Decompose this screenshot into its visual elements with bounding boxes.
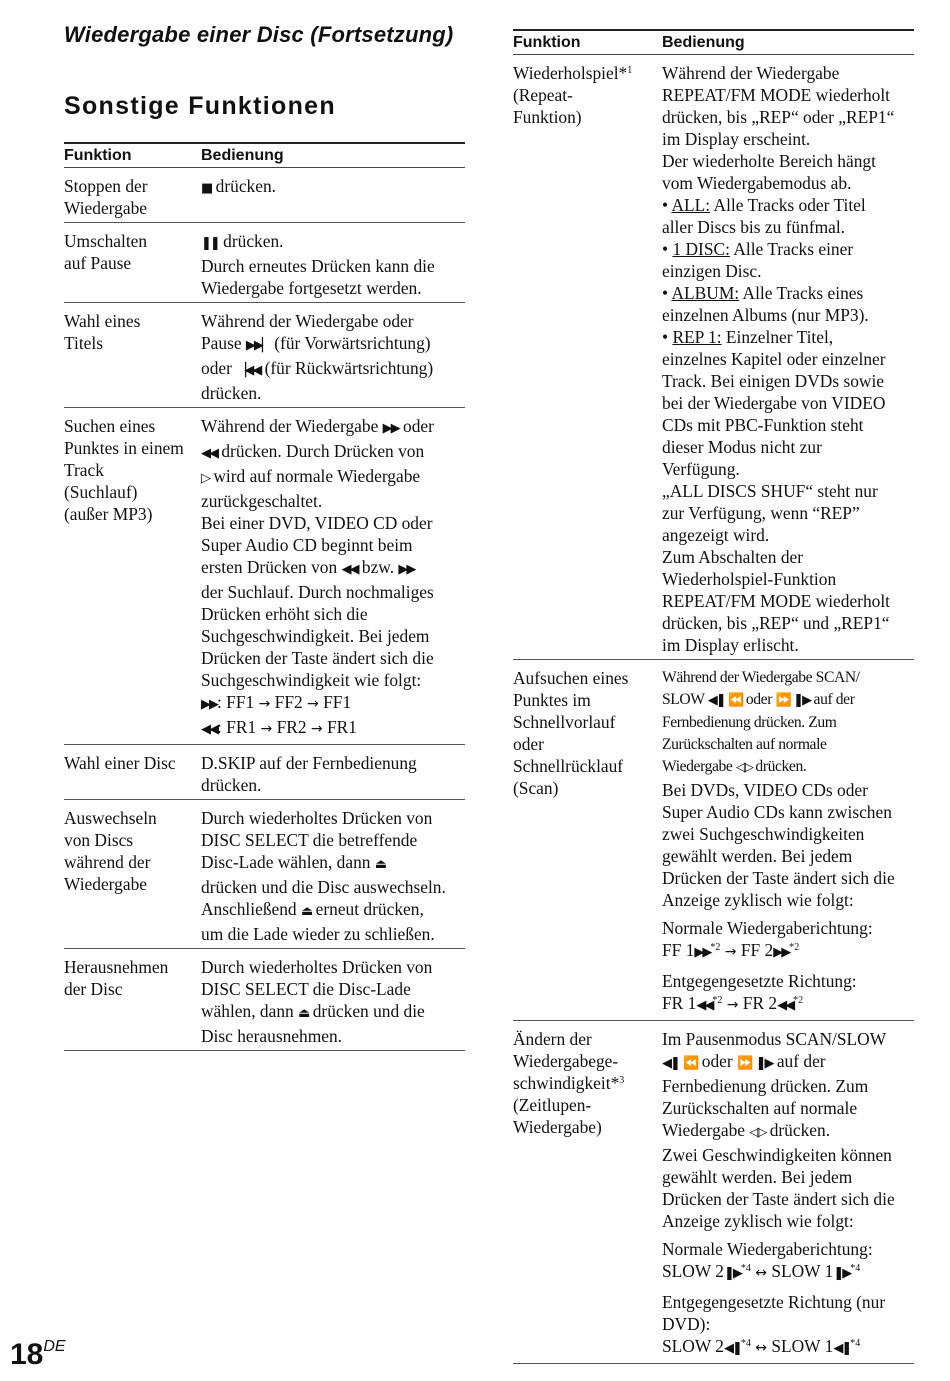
column-header-funktion: Funktion [64, 143, 201, 168]
function-cell: Umschalten auf Pause [64, 223, 201, 303]
step-forward-icon: ❚▶ [833, 1266, 851, 1281]
stop-icon: ■ [201, 181, 212, 196]
step-forward-icon: ❚▶ [755, 1056, 773, 1071]
page-language: DE [43, 1338, 66, 1355]
operation-cell: ■ drücken. [201, 168, 465, 223]
fast-forward-circle-icon: ⏩ [737, 1056, 752, 1071]
previous-track-icon: ▕◀◀ [236, 363, 261, 378]
rewind-circle-icon: ⏪ [728, 693, 743, 708]
fast-reverse-icon: ◀◀ [696, 998, 713, 1013]
step-forward-icon: ❚▶ [793, 693, 811, 708]
fast-forward-circle-icon: ⏩ [775, 693, 790, 708]
fast-forward-icon: ▶▶ [382, 421, 399, 436]
operation-cell: Während der Wiedergabe oder Pause ▶▶▏ (für Vorwärtsrichtung) oder ▕◀◀ (für Rückwärtsrichtung) drücken. [201, 303, 465, 408]
pause-icon: ❚❚ [201, 236, 219, 251]
table-row [64, 800, 465, 949]
eject-icon: ⏏ [374, 857, 386, 872]
step-back-icon: ◀❚ [833, 1341, 851, 1356]
table-row [513, 1021, 914, 1364]
table-row [64, 303, 465, 408]
column-header-funktion: Funktion [513, 30, 662, 55]
arrow-right-icon: → [726, 997, 739, 1013]
fast-reverse-icon: ◀◀ [777, 998, 794, 1013]
operation-cell: D.SKIP auf der Fernbedienung drücken. [201, 745, 465, 800]
page-number: 18DE [10, 1338, 66, 1371]
arrow-right-icon: → [310, 721, 323, 737]
fast-forward-icon: ▶▶ [201, 697, 217, 712]
step-back-icon: ◀❚ [724, 1341, 741, 1356]
operation-cell: Während der Wiedergabe ▶▶ oder ◀◀ drücken. Durch Drücken von ▷ wird auf normale Wiedergabe zurückgeschaltet. Bei einer DVD, VIDEO CD oder Super Audio CD beginnt beim ersten Drücken von ◀◀ bzw. ▶▶ der Suchlauf. Durch nochmaliges Drücken erhöht sich die Suchgeschwindigkeit. Bei jedem Drücken der Taste ändert sich die Suchgeschwindigkeit wie folgt: ▶▶: FF1 → FF2 → FF1 ◀◀: FR1 → FR2 → FR1 [201, 408, 465, 745]
section-title: Sonstige Funktionen [64, 92, 336, 120]
step-forward-icon: ❚▶ [724, 1266, 741, 1281]
step-back-icon: ◀❚ [662, 1056, 679, 1071]
arrow-both-icon: ↔ [755, 1340, 767, 1356]
eject-icon: ⏏ [298, 1006, 309, 1021]
table-row [64, 168, 465, 223]
functions-table-right [513, 29, 914, 1364]
function-cell: Wiederholspiel*$^1$ (Repeat- Funktion) [513, 55, 662, 660]
operation-cell: Während der Wiedergabe SCAN/ SLOW ◀❚ ⏪ oder ⏩ ❚▶ auf der Fernbedienung drücken. Zum Zurückschalten auf normale Wiedergabe ◁▷ drücken. Bei DVDs, VIDEO CDs oder Super Audio CDs kann zwischen zwei Suchgeschwindigkeiten gewählt werden. Bei jedem Drücken der Taste ändert sich die Anzeige zyklisch wie folgt: Normale Wiedergaberichtung: FF 1▶▶$^{*2}$ → FF 2▶▶$^{*2}$ Entgegengesetzte Richtung: FR 1◀◀$^{*2}$ → FR 2◀◀$^{*2}$ [662, 660, 914, 1021]
fast-reverse-icon: ◀◀ [201, 722, 217, 737]
function-cell: Aufsuchen eines Punktes im Schnellvorlauf oder Schnellrücklauf (Scan) [513, 660, 662, 1021]
operation-cell: Während der Wiedergabe REPEAT/FM MODE wiederholt drücken, bis „REP“ oder „REP1“ im Display erscheint. Der wiederholte Bereich hängt vom Wiedergabemodus ab. • ALL: Alle Tracks oder Titel aller Discs bis zu fünfmal. • 1 DISC: Alle Tracks einer einzigen Disc. • ALBUM: Alle Tracks eines einzelnen Albums (nur MP3). • REP 1: Einzelner Titel, einzelnes Kapitel oder einzelner Track. Bei einigen DVDs sowie bei der Wiedergabe von VIDEO CDs mit PBC-Funktion steht dieser Modus nicht zur Verfügung. „ALL DISCS SHUF“ steht nur zur Verfügung, wenn “REP” angezeigt wird. Zum Abschalten der Wiederholspiel-Funktion REPEAT/FM MODE wiederholt drücken, bis „REP“ und „REP1“ im Display erlischt. [662, 55, 914, 660]
arrow-right-icon: → [724, 944, 737, 960]
step-back-icon: ◀❚ [707, 693, 725, 708]
play-pause-icon: ◁▷ [735, 760, 752, 775]
fast-reverse-icon: ◀◀ [341, 562, 358, 577]
function-cell: Suchen eines Punktes in einem Track (Suchlauf) (außer MP3) [64, 408, 201, 745]
table-row [64, 223, 465, 303]
operation-cell: Durch wiederholtes Drücken von DISC SELECT die betreffende Disc-Lade wählen, dann ⏏ drücken und die Disc auswechseln. Anschließend ⏏ erneut drücken, um die Lade wieder zu schließen. [201, 800, 465, 949]
next-track-icon: ▶▶▏ [245, 338, 270, 353]
function-cell: Ändern der Wiedergabege- schwindigkeit*$^3$ (Zeitlupen- Wiedergabe) [513, 1021, 662, 1364]
play-pause-icon: ◁▷ [749, 1125, 766, 1140]
fast-forward-icon: ▶▶ [398, 562, 415, 577]
fast-reverse-icon: ◀◀ [201, 446, 217, 461]
table-row [64, 949, 465, 1051]
function-cell: Wahl einer Disc [64, 745, 201, 800]
operation-cell: Im Pausenmodus SCAN/SLOW ◀❚ ⏪ oder ⏩ ❚▶ auf der Fernbedienung drücken. Zum Zurückschalten auf normale Wiedergabe ◁▷ drücken. Zwei Geschwindigkeiten können gewählt werden. Bei jedem Drücken der Taste ändert sich die Anzeige zyklisch wie folgt: Normale Wiedergaberichtung: SLOW 2❚▶$^{*4}$ ↔ SLOW 1❚▶$^{*4}$ Entgegengesetzte Richtung (nur DVD): SLOW 2◀❚$^{*4}$ ↔ SLOW 1◀❚$^{*4}$ [662, 1021, 914, 1364]
function-cell: Herausnehmen der Disc [64, 949, 201, 1051]
table-row [64, 408, 465, 745]
arrow-right-icon: → [258, 696, 271, 712]
table-row [64, 745, 465, 800]
operation-cell: ❚❚ drücken. Durch erneutes Drücken kann die Wiedergabe fortgesetzt werden. [201, 223, 465, 303]
column-header-bedienung: Bedienung [662, 30, 914, 55]
running-header: Wiedergabe einer Disc (Fortsetzung) [64, 22, 454, 47]
function-cell: Wahl eines Titels [64, 303, 201, 408]
function-cell: Auswechseln von Discs während der Wiedergabe [64, 800, 201, 949]
fast-forward-icon: ▶▶ [694, 945, 711, 960]
arrow-right-icon: → [260, 721, 273, 737]
arrow-both-icon: ↔ [755, 1265, 767, 1281]
rewind-circle-icon: ⏪ [683, 1056, 698, 1071]
eject-icon: ⏏ [300, 904, 312, 919]
functions-table-left [64, 142, 465, 1051]
table-row [513, 55, 914, 660]
table-row [513, 660, 914, 1021]
arrow-right-icon: → [307, 696, 319, 712]
function-cell: Stoppen der Wiedergabe [64, 168, 201, 223]
column-header-bedienung: Bedienung [201, 143, 465, 168]
operation-cell: Durch wiederholtes Drücken von DISC SELECT die Disc-Lade wählen, dann ⏏ drücken und die Disc herausnehmen. [201, 949, 465, 1051]
play-icon: ▷ [201, 471, 209, 486]
fast-forward-icon: ▶▶ [773, 945, 790, 960]
